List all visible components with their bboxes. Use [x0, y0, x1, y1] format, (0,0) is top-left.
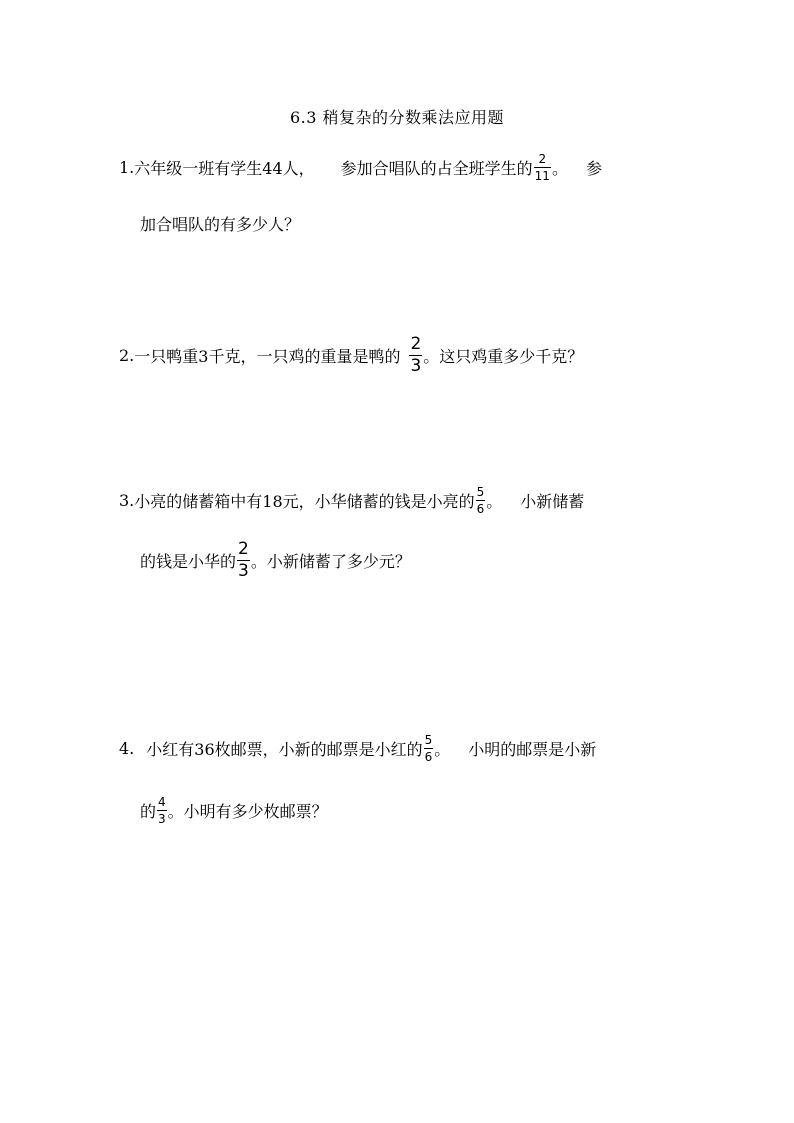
- question-1-text-d: 参: [585, 159, 602, 178]
- fraction-denominator: 6: [424, 750, 433, 764]
- question-2-text-a: 一只鸭重3千克，一只鸡的重量是鸭的: [134, 347, 401, 366]
- question-3-text-c: 。: [486, 492, 503, 511]
- fraction-denominator: 3: [238, 561, 249, 581]
- fraction-denominator: 3: [410, 356, 422, 376]
- question-3-text-line2-a: 的钱是小华的: [140, 552, 237, 571]
- question-1-number: 1.: [119, 158, 135, 177]
- question-2-line-1: [119, 336, 583, 375]
- question-4-number: 4.: [119, 739, 135, 758]
- question-4-text-line2-c: 。小明有多少枚邮票？: [167, 802, 328, 821]
- question-3-text-d: 小新储蓄: [520, 492, 585, 511]
- question-1-line-1: [119, 153, 602, 182]
- question-2-fraction: [409, 336, 422, 375]
- fraction-numerator: 5: [476, 485, 485, 499]
- page-title: 6.3 稍复杂的分数乘法应用题: [289, 108, 505, 127]
- question-1-fraction: [534, 153, 551, 182]
- question-4-text-line2-a: 的: [140, 802, 157, 821]
- question-1-line-2: [140, 212, 300, 235]
- fraction-numerator: 5: [424, 733, 433, 747]
- question-3-number: 3.: [119, 491, 135, 510]
- question-1-text-c: 。: [551, 159, 568, 178]
- fraction-denominator: 6: [476, 502, 485, 516]
- fraction-numerator: 2: [538, 152, 547, 166]
- question-4-text-a: 小红有36枚邮票，小新的邮票是小红的: [146, 740, 423, 759]
- question-4-fraction-1: [424, 734, 434, 763]
- question-1-text-line2: 加合唱队的有多少人？: [140, 215, 301, 234]
- fraction-denominator: 11: [534, 169, 550, 183]
- question-3-text-a: 小亮的储蓄箱中有18元，小华储蓄的钱是小亮的: [134, 492, 475, 511]
- fraction-denominator: 3: [158, 812, 166, 826]
- question-3-fraction-2: [237, 541, 250, 580]
- fraction-numerator: 2: [238, 539, 249, 559]
- fraction-numerator: 2: [410, 334, 422, 354]
- question-4-text-c: 。: [434, 740, 451, 759]
- question-4-line-1: [119, 734, 596, 763]
- question-3-line-1: [119, 486, 584, 515]
- question-3-text-line2-c: 。小新储蓄了多少元？: [250, 552, 411, 571]
- question-2-number: 2.: [119, 346, 135, 365]
- question-4-text-d: 小明的邮票是小新: [468, 740, 597, 759]
- question-4-fraction-2: [157, 796, 167, 825]
- question-3-line-2: [140, 541, 411, 580]
- question-4-line-2: [140, 796, 328, 825]
- question-1-text-a: 六年级一班有学生44人，: [134, 159, 315, 178]
- fraction-numerator: 4: [158, 795, 166, 809]
- question-3-fraction-1: [476, 486, 486, 515]
- question-2-text-c: 。这只鸡重多少千克？: [423, 347, 584, 366]
- question-1-text-b: 参加合唱队的占全班学生的: [340, 159, 533, 178]
